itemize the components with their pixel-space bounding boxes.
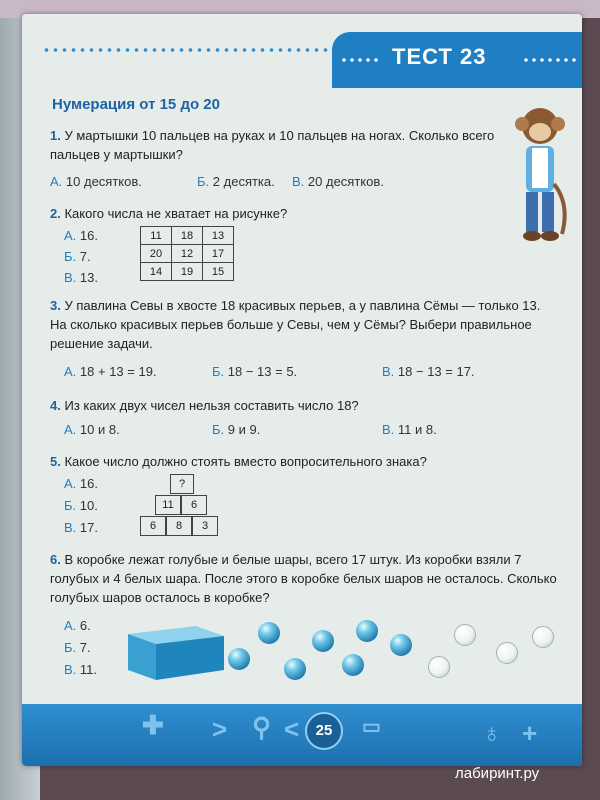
question-6: 6. В коробке лежат голубые и белые шары, всего 17 штук. Из коробки взяли 7 голубых и 4 белых шара. После этого в коробке белых шаров не осталось. Сколько голубых шаров осталось в коробке? [50, 552, 557, 605]
puzzle-icon: ✚ [142, 710, 164, 740]
workbook-page [22, 14, 582, 766]
pyramid-top: ? [170, 474, 194, 494]
q6-answer-b[interactable]: Б. 7. [64, 640, 91, 655]
page-title: Нумерация от 15 до 20 [52, 96, 220, 113]
apple-icon: ♁ [482, 718, 502, 748]
page-footer [22, 704, 582, 766]
number-pyramid [140, 474, 230, 538]
blue-ball [312, 630, 334, 652]
pyramid-cell: 6 [181, 495, 207, 515]
question-5: 5. Какое число должно стоять вместо вопросительного знака? [50, 454, 427, 469]
pyramid-cell: 3 [192, 516, 218, 536]
q4-answer-c[interactable]: В. 11 и 8. [382, 422, 437, 437]
grid-cell: 11 [141, 227, 172, 245]
tab-dots-right [522, 58, 578, 62]
question-1-number: 1. [50, 128, 61, 143]
grid-cell: 15 [203, 263, 234, 281]
blue-ball [258, 622, 280, 644]
test-tab [332, 32, 582, 88]
pyramid-cell: 8 [166, 516, 192, 536]
q1-answer-a[interactable]: А. 10 десятков. [50, 174, 142, 189]
q5-answer-b[interactable]: Б. 10. [64, 498, 98, 513]
white-ball [428, 656, 450, 678]
ruler-icon: ▭ [362, 716, 381, 738]
white-ball [532, 626, 554, 648]
dotted-rule [42, 48, 342, 52]
q4-answer-a[interactable]: А. 10 и 8. [64, 422, 120, 437]
magnifier-icon: ⚲ [252, 712, 272, 742]
q1-answer-c[interactable]: В. 20 десятков. [292, 174, 384, 189]
box-illustration [120, 612, 230, 684]
q3-answer-a[interactable]: А. 18 + 13 = 19. [64, 364, 157, 379]
less-than-icon: < [284, 714, 300, 744]
grid-cell: 19 [172, 263, 203, 281]
question-1-text: У мартышки 10 пальцев на руках и 10 пальцев на ногах. Сколько всего пальцев у мартышки? [50, 128, 495, 162]
grid-cell: 18 [172, 227, 203, 245]
blue-ball [342, 654, 364, 676]
grid-cell: 12 [172, 245, 203, 263]
greater-than-icon: > [212, 714, 228, 744]
question-5-text: Какое число должно стоять вместо вопросительного знака? [64, 454, 427, 469]
q5-answer-a[interactable]: А. 16. [64, 476, 98, 491]
question-2-text: Какого числа не хватает на рисунке? [64, 206, 288, 221]
q2-answer-b[interactable]: Б. 7. [64, 249, 91, 264]
q4-answer-b[interactable]: Б. 9 и 9. [212, 422, 261, 437]
watermark: лабиринт.ру [455, 765, 540, 782]
question-4: 4. Из каких двух чисел нельзя составить число 18? [50, 398, 359, 413]
question-3-text: У павлина Севы в хвосте 18 красивых перьев, а у павлина Сёмы — только 13. На сколько красивых перьев больше у Севы, чем у Сёмы? Выбери правильное решение задачи. [50, 298, 541, 351]
test-label: ТЕСТ 23 [392, 44, 487, 69]
q5-answer-c[interactable]: В. 17. [64, 520, 98, 535]
grid-cell: 13 [203, 227, 234, 245]
tab-dots-left [340, 58, 380, 62]
question-6-text: В коробке лежат голубые и белые шары, всего 17 штук. Из коробки взяли 7 голубых и 4 белых шара. После этого в коробке белых шаров не осталось. Сколько голубых шаров осталось в коробке? [50, 552, 557, 605]
number-grid [140, 226, 234, 281]
q1-answer-b[interactable]: Б. 2 десятка. [197, 174, 275, 189]
q6-answer-c[interactable]: В. 11. [64, 662, 98, 677]
pyramid-cell: 6 [140, 516, 166, 536]
blue-ball [390, 634, 412, 656]
grid-cell: 17 [203, 245, 234, 263]
page-number: 25 [305, 712, 343, 750]
q2-answer-a[interactable]: А. 16. [64, 228, 98, 243]
question-1 [50, 126, 525, 164]
q2-answer-c[interactable]: В. 13. [64, 270, 98, 285]
q3-answer-c[interactable]: В. 18 − 13 = 17. [382, 364, 475, 379]
white-ball [496, 642, 518, 664]
blue-ball [356, 620, 378, 642]
q6-answer-a[interactable]: А. 6. [64, 618, 91, 633]
q3-answer-b[interactable]: Б. 18 − 13 = 5. [212, 364, 298, 379]
question-4-text: Из каких двух чисел нельзя составить число 18? [64, 398, 359, 413]
plus-icon: + [522, 718, 538, 748]
white-ball [454, 624, 476, 646]
question-3: 3. У павлина Севы в хвосте 18 красивых перьев, а у павлина Сёмы — только 13. На сколько красивых перьев больше у Севы, чем у Сёмы? Выбери правильное решение задачи. [50, 298, 541, 351]
grid-cell: 14 [141, 263, 172, 281]
pyramid-cell: 11 [155, 495, 181, 515]
blue-ball [284, 658, 306, 680]
question-2: 2. Какого числа не хватает на рисунке? [50, 206, 288, 221]
grid-cell: 20 [141, 245, 172, 263]
blue-ball [228, 648, 250, 670]
